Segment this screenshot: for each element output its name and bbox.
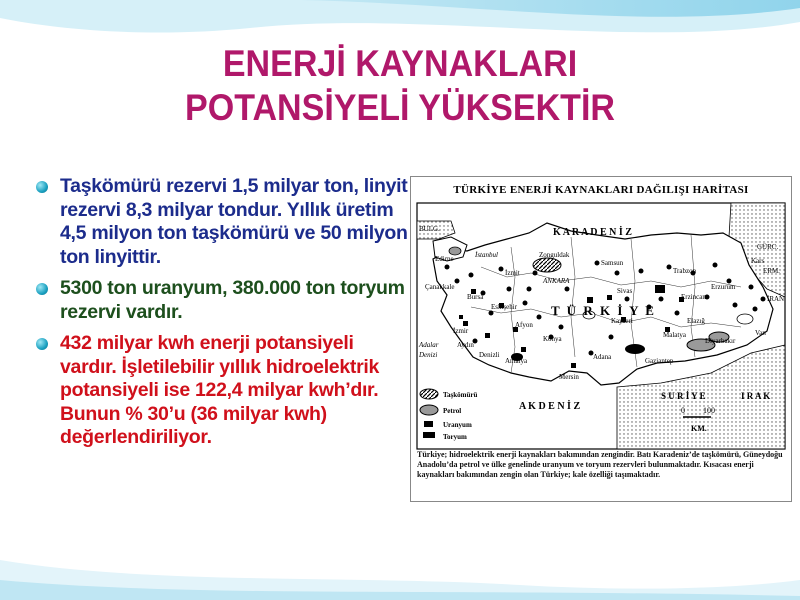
- city-mersin: Mersin: [559, 373, 579, 381]
- bullet-uranium-thorium: [34, 277, 414, 324]
- scale-zero: 0: [681, 406, 685, 415]
- map-title: TÜRKİYE ENERJİ KAYNAKLARI DAĞILIŞI HARİTASI: [453, 184, 749, 196]
- title-line-1: ENERJİ KAYNAKLARI: [222, 43, 578, 84]
- city-izmit: İzmit: [505, 269, 520, 277]
- legend-coal-swatch: [420, 389, 438, 399]
- legend-petroleum-swatch: [420, 405, 438, 415]
- bullet-text: 432 milyar kwh enerji potansiyeli vardır. İşletilebilir yıllık hidroelektrik potansiyeli ise 122,4 milyar kwh’dır. Bunun % 30’u (36 milyar kwh) değerlendiriliyor.: [60, 332, 380, 448]
- neighbor-bulgaria: BULG.: [419, 225, 440, 233]
- petroleum-thrace: [449, 247, 461, 255]
- sea-label-aegean-2: Denizi: [419, 351, 438, 359]
- city-denizli: Denizli: [479, 351, 500, 359]
- bullet-text: Taşkömürü rezervi 1,5 milyar ton, linyit rezervi 8,3 milyar tondur. Yıllık üretim 4,5 milyon ton taşkömürü ve 50 milyon ton linyittir.: [60, 175, 408, 268]
- city-van: Van: [755, 329, 766, 337]
- coal-zonguldak: [533, 258, 561, 272]
- city-bursa: Bursa: [467, 293, 484, 301]
- country-label: T Ü R K İ Y E: [551, 303, 656, 318]
- sea-label-black-sea: K A R A D E N İ Z: [553, 227, 632, 238]
- neighbor-armenia: ERM.: [763, 267, 780, 275]
- city-konya: Konya: [543, 335, 562, 343]
- scale-hundred: 100: [703, 406, 715, 415]
- city-malatya: Malatya: [663, 331, 686, 339]
- city-diyarbakir: Diyarbakır: [705, 337, 736, 345]
- bullet-text: 5300 ton uranyum, 380.000 ton toryum rezervi vardır.: [60, 277, 405, 323]
- legend-coal-label: Taşkömürü: [443, 391, 478, 399]
- city-zonguldak: Zonguldak: [539, 251, 570, 259]
- legend-thorium-swatch: [423, 432, 435, 438]
- legend-petroleum-label: Petrol: [443, 407, 462, 415]
- city-elazig: Elazığ: [687, 317, 705, 325]
- city-canakkale: Çanakkale: [425, 283, 455, 291]
- bullet-coal-reserves: [34, 175, 414, 269]
- neighbor-iran: İRAN: [767, 295, 785, 303]
- legend-thorium-label: Toryum: [443, 433, 467, 441]
- city-gaziantep: Gaziantep: [645, 357, 674, 365]
- city-aydin: Aydın: [457, 341, 474, 349]
- slide-title: [32, 42, 768, 130]
- city-izmir: İzmir: [453, 327, 469, 335]
- city-afyon: Afyon: [515, 321, 533, 329]
- title-line-2: POTANSİYELİ YÜKSEKTİR: [185, 87, 615, 128]
- city-erzurum: Erzurum: [711, 283, 736, 291]
- city-trabzon: Trabzon: [673, 267, 697, 275]
- bullet-icon: [36, 283, 48, 295]
- city-adana: Adana: [593, 353, 612, 361]
- scale-unit: KM.: [691, 424, 707, 433]
- lake-van: [737, 314, 753, 324]
- city-ankara: ANKARA: [543, 277, 570, 285]
- city-eskisehir: Eskişehir: [491, 303, 518, 311]
- bullet-icon: [36, 181, 48, 193]
- bullet-list: [34, 175, 414, 458]
- city-edirne: Edirne: [435, 255, 454, 263]
- legend-uranium-swatch: [424, 421, 433, 427]
- neighbor-georgia: GÜRC.: [757, 243, 779, 251]
- sea-label-mediterranean: A K D E N İ Z: [519, 401, 581, 412]
- neighbor-iraq: I R A K: [741, 391, 771, 401]
- city-sivas: Sivas: [617, 287, 633, 295]
- city-kars: Kars: [751, 257, 765, 265]
- city-kayseri: Kayseri: [611, 317, 633, 325]
- bullet-hydro-potential: [34, 332, 414, 450]
- bullet-icon: [36, 338, 48, 350]
- legend-uranium-label: Uranyum: [443, 421, 472, 429]
- neighbor-syria: S U R İ Y E: [661, 391, 706, 401]
- city-erzincan: Erzincan: [681, 293, 706, 301]
- sea-label-aegean-1: Adalar: [419, 341, 439, 349]
- city-istanbul: İstanbul: [475, 251, 498, 259]
- map-caption: Türkiye; hidroelektrik enerji kaynakları bakımından zengindir. Batı Karadeniz’de taşkömürü, Güneydoğu Anadolu’da petrol ve ülke genelinde uranyum ve toryum rezervleri bulunmaktadır. Kısacası enerji kaynakları bakımından zengin olan Türkiye; kale özelliği taşımaktadır.: [417, 450, 783, 479]
- city-samsun: Samsun: [601, 259, 624, 267]
- energy-map-figure: [410, 176, 792, 502]
- city-antalya: Antalya: [505, 357, 528, 365]
